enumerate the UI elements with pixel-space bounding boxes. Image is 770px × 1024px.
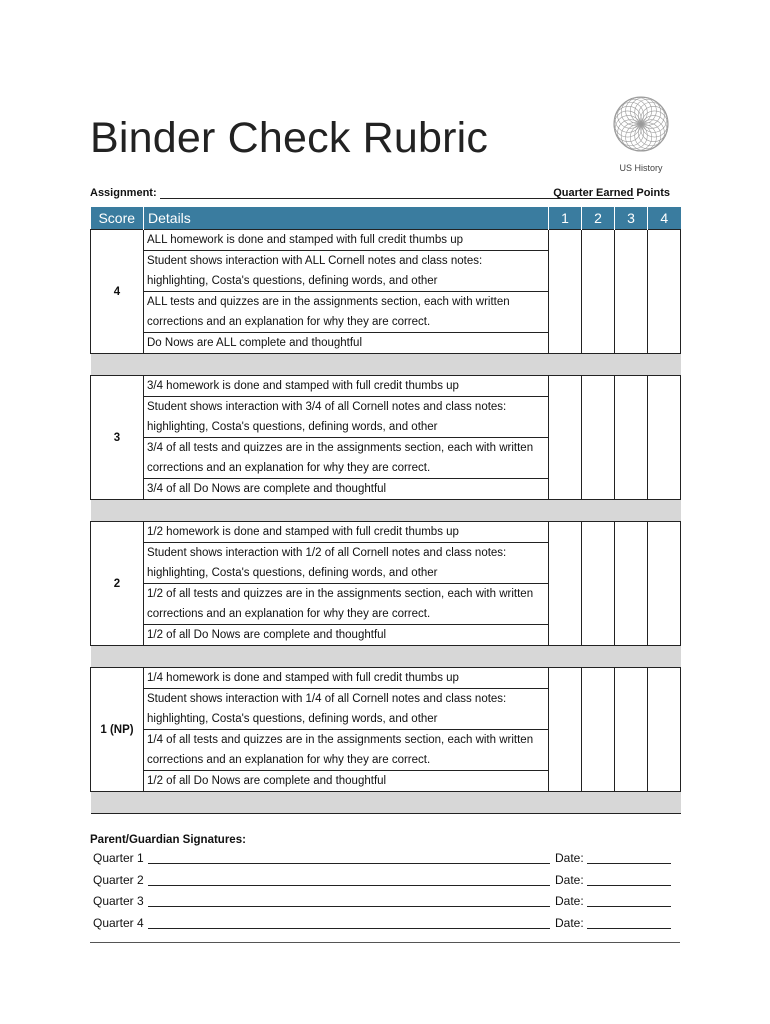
score-cell: 3 xyxy=(91,376,144,500)
rubric-table xyxy=(90,207,681,814)
score-cell: 2 xyxy=(91,522,144,646)
detail-cell: Student shows interaction with 3/4 of all Cornell notes and class notes: highlighting, Costa's questions, defining words, and other xyxy=(144,397,549,438)
points-label: Quarter Earned Points xyxy=(553,187,670,199)
points-cell-q2[interactable] xyxy=(582,668,615,792)
signatures-section xyxy=(90,834,680,935)
points-cell-q3[interactable] xyxy=(615,522,648,646)
table-row xyxy=(91,230,681,251)
spirograph-circle-icon xyxy=(612,95,670,153)
points-cell-q2[interactable] xyxy=(582,522,615,646)
detail-cell: 1/4 of all tests and quizzes are in the assignments section, each with written corrections and an explanation for why they are correct. xyxy=(144,730,549,771)
points-cell-q4[interactable] xyxy=(648,376,681,500)
detail-cell: Student shows interaction with ALL Cornell notes and class notes: highlighting, Costa's questions, defining words, and other xyxy=(144,251,549,292)
points-cell-q4[interactable] xyxy=(648,230,681,354)
points-cell-q1[interactable] xyxy=(549,376,582,500)
section-divider xyxy=(91,792,681,814)
date-line-q1[interactable] xyxy=(587,863,671,864)
points-cell-q3[interactable] xyxy=(615,376,648,500)
signature-line-q1[interactable] xyxy=(148,863,550,864)
page-title: Binder Check Rubric xyxy=(90,114,489,162)
detail-cell: 3/4 of all Do Nows are complete and thoughtful xyxy=(144,479,549,500)
section-divider xyxy=(91,646,681,668)
column-header-2: 2 xyxy=(582,207,615,230)
column-header-details: Details xyxy=(144,207,549,230)
points-cell-q1[interactable] xyxy=(549,230,582,354)
divider-cell xyxy=(91,646,681,668)
quarter-label: Quarter 3 xyxy=(93,894,144,908)
date-line-q3[interactable] xyxy=(587,906,671,907)
date-line-q4[interactable] xyxy=(587,928,671,929)
detail-cell: 1/2 of all tests and quizzes are in the assignments section, each with written corrections and an explanation for why they are correct. xyxy=(144,584,549,625)
quarter-label: Quarter 4 xyxy=(93,915,144,930)
points-cell-q4[interactable] xyxy=(648,522,681,646)
detail-cell: Student shows interaction with 1/4 of all Cornell notes and class notes: highlighting, Costa's questions, defining words, and other xyxy=(144,689,549,730)
divider-cell xyxy=(91,792,681,814)
quarter-label: Quarter 1 xyxy=(93,851,144,865)
signature-row xyxy=(90,849,680,871)
column-header-4: 4 xyxy=(648,207,681,230)
detail-cell: Do Nows are ALL complete and thoughtful xyxy=(144,333,549,354)
section-divider xyxy=(91,500,681,522)
points-cell-q3[interactable] xyxy=(615,230,648,354)
score-cell: 1 (NP) xyxy=(91,668,144,792)
signature-line-q3[interactable] xyxy=(148,906,550,907)
divider-cell xyxy=(91,500,681,522)
points-cell-q4[interactable] xyxy=(648,668,681,792)
detail-cell: 1/2 of all Do Nows are complete and thoughtful xyxy=(144,625,549,646)
signature-row xyxy=(90,914,680,936)
detail-cell: ALL tests and quizzes are in the assignments section, each with written corrections and an explanation for why they are correct. xyxy=(144,292,549,333)
date-label: Date: xyxy=(555,851,584,865)
assignment-label: Assignment: xyxy=(90,187,157,199)
detail-cell: 3/4 of all tests and quizzes are in the assignments section, each with written corrections and an explanation for why they are correct. xyxy=(144,438,549,479)
detail-cell: 1/2 of all Do Nows are complete and thoughtful xyxy=(144,771,549,792)
points-cell-q2[interactable] xyxy=(582,376,615,500)
table-header-row xyxy=(91,207,681,230)
table-row xyxy=(91,522,681,543)
signature-line-q4[interactable] xyxy=(148,928,550,929)
quarter-label: Quarter 2 xyxy=(93,872,144,887)
points-cell-q1[interactable] xyxy=(549,668,582,792)
signature-line-q2[interactable] xyxy=(148,885,550,886)
divider-cell xyxy=(91,354,681,376)
date-line-q2[interactable] xyxy=(587,885,671,886)
score-cell: 4 xyxy=(91,230,144,354)
date-label: Date: xyxy=(555,894,584,908)
points-cell-q3[interactable] xyxy=(615,668,648,792)
column-header-1: 1 xyxy=(549,207,582,230)
signature-row xyxy=(90,871,680,893)
points-cell-q2[interactable] xyxy=(582,230,615,354)
detail-cell: 1/4 homework is done and stamped with full credit thumbs up xyxy=(144,668,549,689)
detail-cell: 1/2 homework is done and stamped with full credit thumbs up xyxy=(144,522,549,543)
bottom-divider xyxy=(90,942,680,943)
table-row xyxy=(91,668,681,689)
course-label: US History xyxy=(619,163,663,173)
detail-cell: Student shows interaction with 1/2 of all Cornell notes and class notes: highlighting, Costa's questions, defining words, and other xyxy=(144,543,549,584)
section-divider xyxy=(91,354,681,376)
table-row xyxy=(91,376,681,397)
date-label: Date: xyxy=(555,915,584,930)
detail-cell: ALL homework is done and stamped with full credit thumbs up xyxy=(144,230,549,251)
column-header-score: Score xyxy=(91,207,144,230)
signatures-title: Parent/Guardian Signatures: xyxy=(90,834,246,846)
detail-cell: 3/4 homework is done and stamped with full credit thumbs up xyxy=(144,376,549,397)
date-label: Date: xyxy=(555,872,584,887)
points-cell-q1[interactable] xyxy=(549,522,582,646)
column-header-3: 3 xyxy=(615,207,648,230)
signature-row xyxy=(90,892,680,914)
assignment-row xyxy=(90,186,680,202)
